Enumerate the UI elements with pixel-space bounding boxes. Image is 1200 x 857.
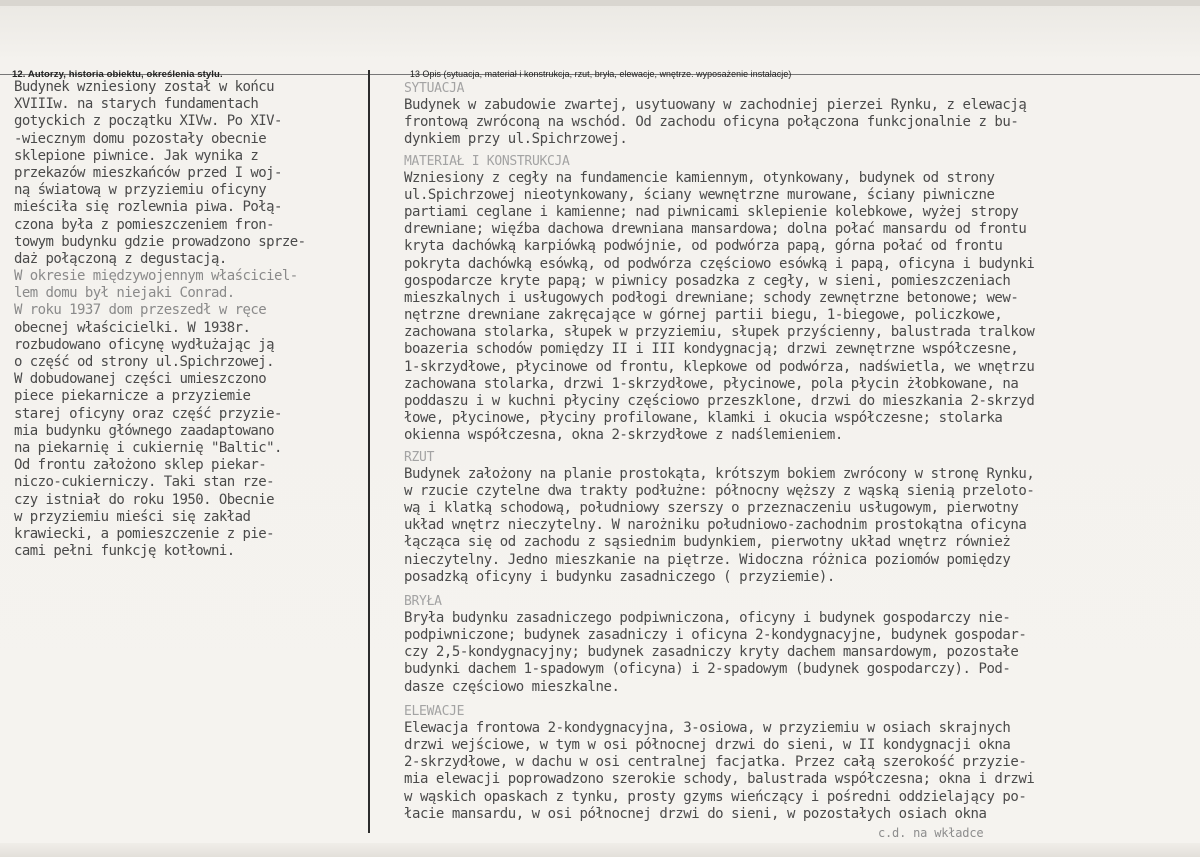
history-line: W dobudowanej części umieszczono [14, 371, 267, 388]
rzut-text [404, 466, 1194, 586]
description-column [404, 80, 1194, 823]
history-line: obecnej właścicielki. W 1938r. [14, 319, 251, 336]
rzut-line: Budynek założony na planie prostokąta, krótszym bokiem zwrócony w stronę Rynku, [404, 465, 1035, 482]
sytuacja-line: dynkiem przy ul.Spichrzowej. [404, 131, 628, 148]
history-line: daż połączoną z degustacją. [14, 250, 227, 267]
history-line: niczo-cukierniczy. Taki stan rze- [14, 474, 274, 491]
history-line: w przyziemiu mieści się zakład [14, 508, 251, 525]
history-column [14, 79, 369, 560]
elewacje-line: Elewacja frontowa 2-kondygnacyjna, 3-osiowa, w przyziemiu w osiach skrajnych [404, 719, 1011, 736]
bryla-line: Bryła budynku zasadniczego podpiwniczona, oficyny i budynek gospodarczy nie- [404, 609, 1011, 626]
bryla-line: budynki dachem 1-spadowym (oficyna) i 2-spadowym (budynek gospodarczy). Pod- [404, 661, 1011, 678]
material-line: mieszkalnych i usługowych podłogi drewniane; schody zewnętrzne betonowe; wew- [404, 289, 1019, 306]
history-line: Budynek wzniesiony został w końcu [14, 79, 274, 95]
heading-bryla: BRYŁA [404, 593, 442, 609]
material-line: drewniane; więźba dachowa drewniana mansardowa; dolna połać mansardu od frontu [404, 221, 1027, 238]
rzut-line: w rzucie czytelne dwa trakty podłużne: północny węższy z wąską sienią przeloto- [404, 482, 1035, 499]
elewacje-line: w wąskich opaskach z tynku, prosty gzyms wieńczący i pośredni oddzielający po- [404, 788, 1027, 805]
history-line: sklepione piwnice. Jak wynika z [14, 147, 259, 164]
rzut-line: posadzką oficyny i budynku zasadniczego ( przyziemie). [404, 568, 835, 585]
sytuacja-line: Budynek w zabudowie zwartej, usytuowany w zachodniej pierzei Rynku, z elewacją [404, 97, 1027, 113]
history-line: Od frontu założono sklep piekar- [14, 457, 267, 474]
material-text [404, 170, 1194, 445]
heading-elewacje: ELEWACJE [404, 703, 465, 719]
rzut-line: układ wnętrz nieczytelny. W narożniku południowo-zachodnim prostokątna oficyna [404, 517, 1027, 534]
history-line: mieściła się rozlewnia piwa. Połą- [14, 199, 282, 216]
history-line: gotyckich z początku XIVw. Po XIV- [14, 113, 282, 130]
sheet-top-edge [0, 0, 1200, 6]
heading-sytuacja: SYTUACJA [404, 81, 465, 96]
history-line: starej oficyny oraz część przyzie- [14, 405, 282, 422]
history-line: krawiecki, a pomieszczenie z pie- [14, 525, 274, 542]
heading-material: MATERIAŁ I KONSTRUKCJA [404, 153, 570, 169]
elewacje-line: łacie mansardu, w osi północnej drzwi do sieni, w pozostałych osiach okna [404, 805, 987, 822]
continuation-note: c.d. na wkładce [878, 826, 984, 840]
history-line: -wiecznym domu pozostały obecnie [14, 130, 267, 147]
sytuacja-text [404, 97, 1194, 149]
history-line: piece piekarnicze a przyziemie [14, 388, 251, 405]
material-line: nętrzne drewniane zakręcające w górnej partii biegu, 1-biegowe, policzkowe, [404, 307, 1003, 324]
section-13-header: 13 Opis (sytuacja, materiał i konstrukcja, rzut, bryła, elewacje, wnętrze. wyposażenie instalacje) [410, 69, 792, 79]
elewacje-line: 2-skrzydłowe, w dachu w osi centralnej facjatka. Przez całą szerokość przyzie- [404, 754, 1027, 771]
history-line: W roku 1937 dom przeszedł w ręce [14, 302, 267, 319]
sheet-bottom-edge [0, 843, 1200, 857]
heading-rzut: RZUT [404, 449, 435, 465]
history-line: XVIIIw. na starych fundamentach [14, 96, 259, 113]
material-line: łowe, płycinowe, płyciny profilowane, klamki i okucia współczesne; stolarka [404, 410, 1003, 427]
history-line: W okresie międzywojennym właściciel- [14, 268, 298, 285]
history-line: czy istniał do roku 1950. Obecnie [14, 491, 274, 508]
material-line: kryta dachówką karpiówką podwójnie, od podwórza papą, górna połać od frontu [404, 238, 1003, 255]
rzut-line: nieczytelny. Jedno mieszkanie na piętrze. Widoczna różnica poziomów pomiędzy [404, 551, 1011, 568]
history-line: towym budynku gdzie prowadzono sprze- [14, 233, 306, 250]
elewacje-text [404, 720, 1194, 823]
material-line: poddaszu i w kuchni płyciny częściowo przeszklone, drzwi do mieszkania 2-skrzyd [404, 393, 1035, 409]
material-line: partiami ceglane i kamienne; nad piwnicami sklepienie kolebkowe, wyżej stropy [404, 203, 1019, 220]
bryla-line: czy 2,5-kondygnacyjny; budynek zasadniczy kryty dachem mansardowym, pozostałe [404, 644, 1019, 661]
bryla-text [404, 610, 1194, 696]
material-line: zachowana stolarka, drzwi 1-skrzydłowe, płycinowe, pola płycin żłobkowane, na [404, 375, 1019, 392]
rzut-line: łącząca się od zachodu z sąsiednim budynkiem, pierwotny układ wnętrz również [404, 534, 1011, 551]
bryla-line: dasze częściowo mieszkalne. [404, 678, 620, 695]
material-line: 1-skrzydłowe, płycinowe od frontu, klepkowe od podwórza, nadświetla, we wnętrzu [404, 358, 1035, 375]
rzut-line: wą i klatką schodową, południowy szerszy o przeznaczeniu usługowym, pierwotny [404, 499, 1019, 516]
history-line: rozbudowano oficynę wydłużając ją [14, 336, 274, 353]
material-line: boazeria schodów pomiędzy II i III kondygnacją; drzwi zewnętrzne współczesne, [404, 341, 1019, 358]
sytuacja-line: frontową zwróconą na wschód. Od zachodu oficyna połączona funkcjonalnie z bu- [404, 114, 1019, 131]
elewacje-line: drzwi wejściowe, w tym w osi północnej drzwi do sieni, w II kondygnacji okna [404, 737, 1011, 753]
material-line: Wzniesiony z cegły na fundamencie kamiennym, otynkowany, budynek od strony [404, 169, 995, 186]
history-line: o część od strony ul.Spichrzowej. [14, 354, 274, 370]
material-line: ul.Spichrzowej nieotynkowany, ściany wewnętrzne murowane, ściany piwniczne [404, 186, 995, 203]
material-line: okienna współczesna, okna 2-skrzydłowe z nadślemieniem. [404, 427, 843, 444]
history-line: lem domu był niejaki Conrad. [14, 285, 235, 302]
material-line: gospodarcze kryte papą; w piwnicy posadzka z cegły, w sieni, pomieszczeniach [404, 272, 1011, 289]
history-line: mia budynku głównego zaadaptowano [14, 422, 274, 439]
history-line: czona była z pomieszczeniem fron- [14, 216, 274, 233]
section-12-header: 12. Autorzy, historia obiektu, określenia stylu. [12, 69, 223, 80]
history-line: przekazów mieszkańców przed I woj- [14, 164, 282, 181]
history-line: cami pełni funkcję kotłowni. [14, 543, 235, 560]
history-line: na piekarnię i cukiernię "Baltic". [14, 439, 282, 456]
history-line: ną światową w przyziemiu oficyny [14, 182, 267, 199]
elewacje-line: mia elewacji poprowadzono szerokie schody, balustrada współczesna; okna i drzwi [404, 771, 1035, 788]
bryla-line: podpiwniczone; budynek zasadniczy i oficyna 2-kondygnacyjne, budynek gospodar- [404, 627, 1027, 644]
material-line: zachowana stolarka, słupek w przyziemiu, słupek przyścienny, balustrada tralkow [404, 324, 1035, 341]
material-line: pokryta dachówką esówką, od podwórza częściowo esówką i papą, oficyna i budynki [404, 255, 1035, 272]
